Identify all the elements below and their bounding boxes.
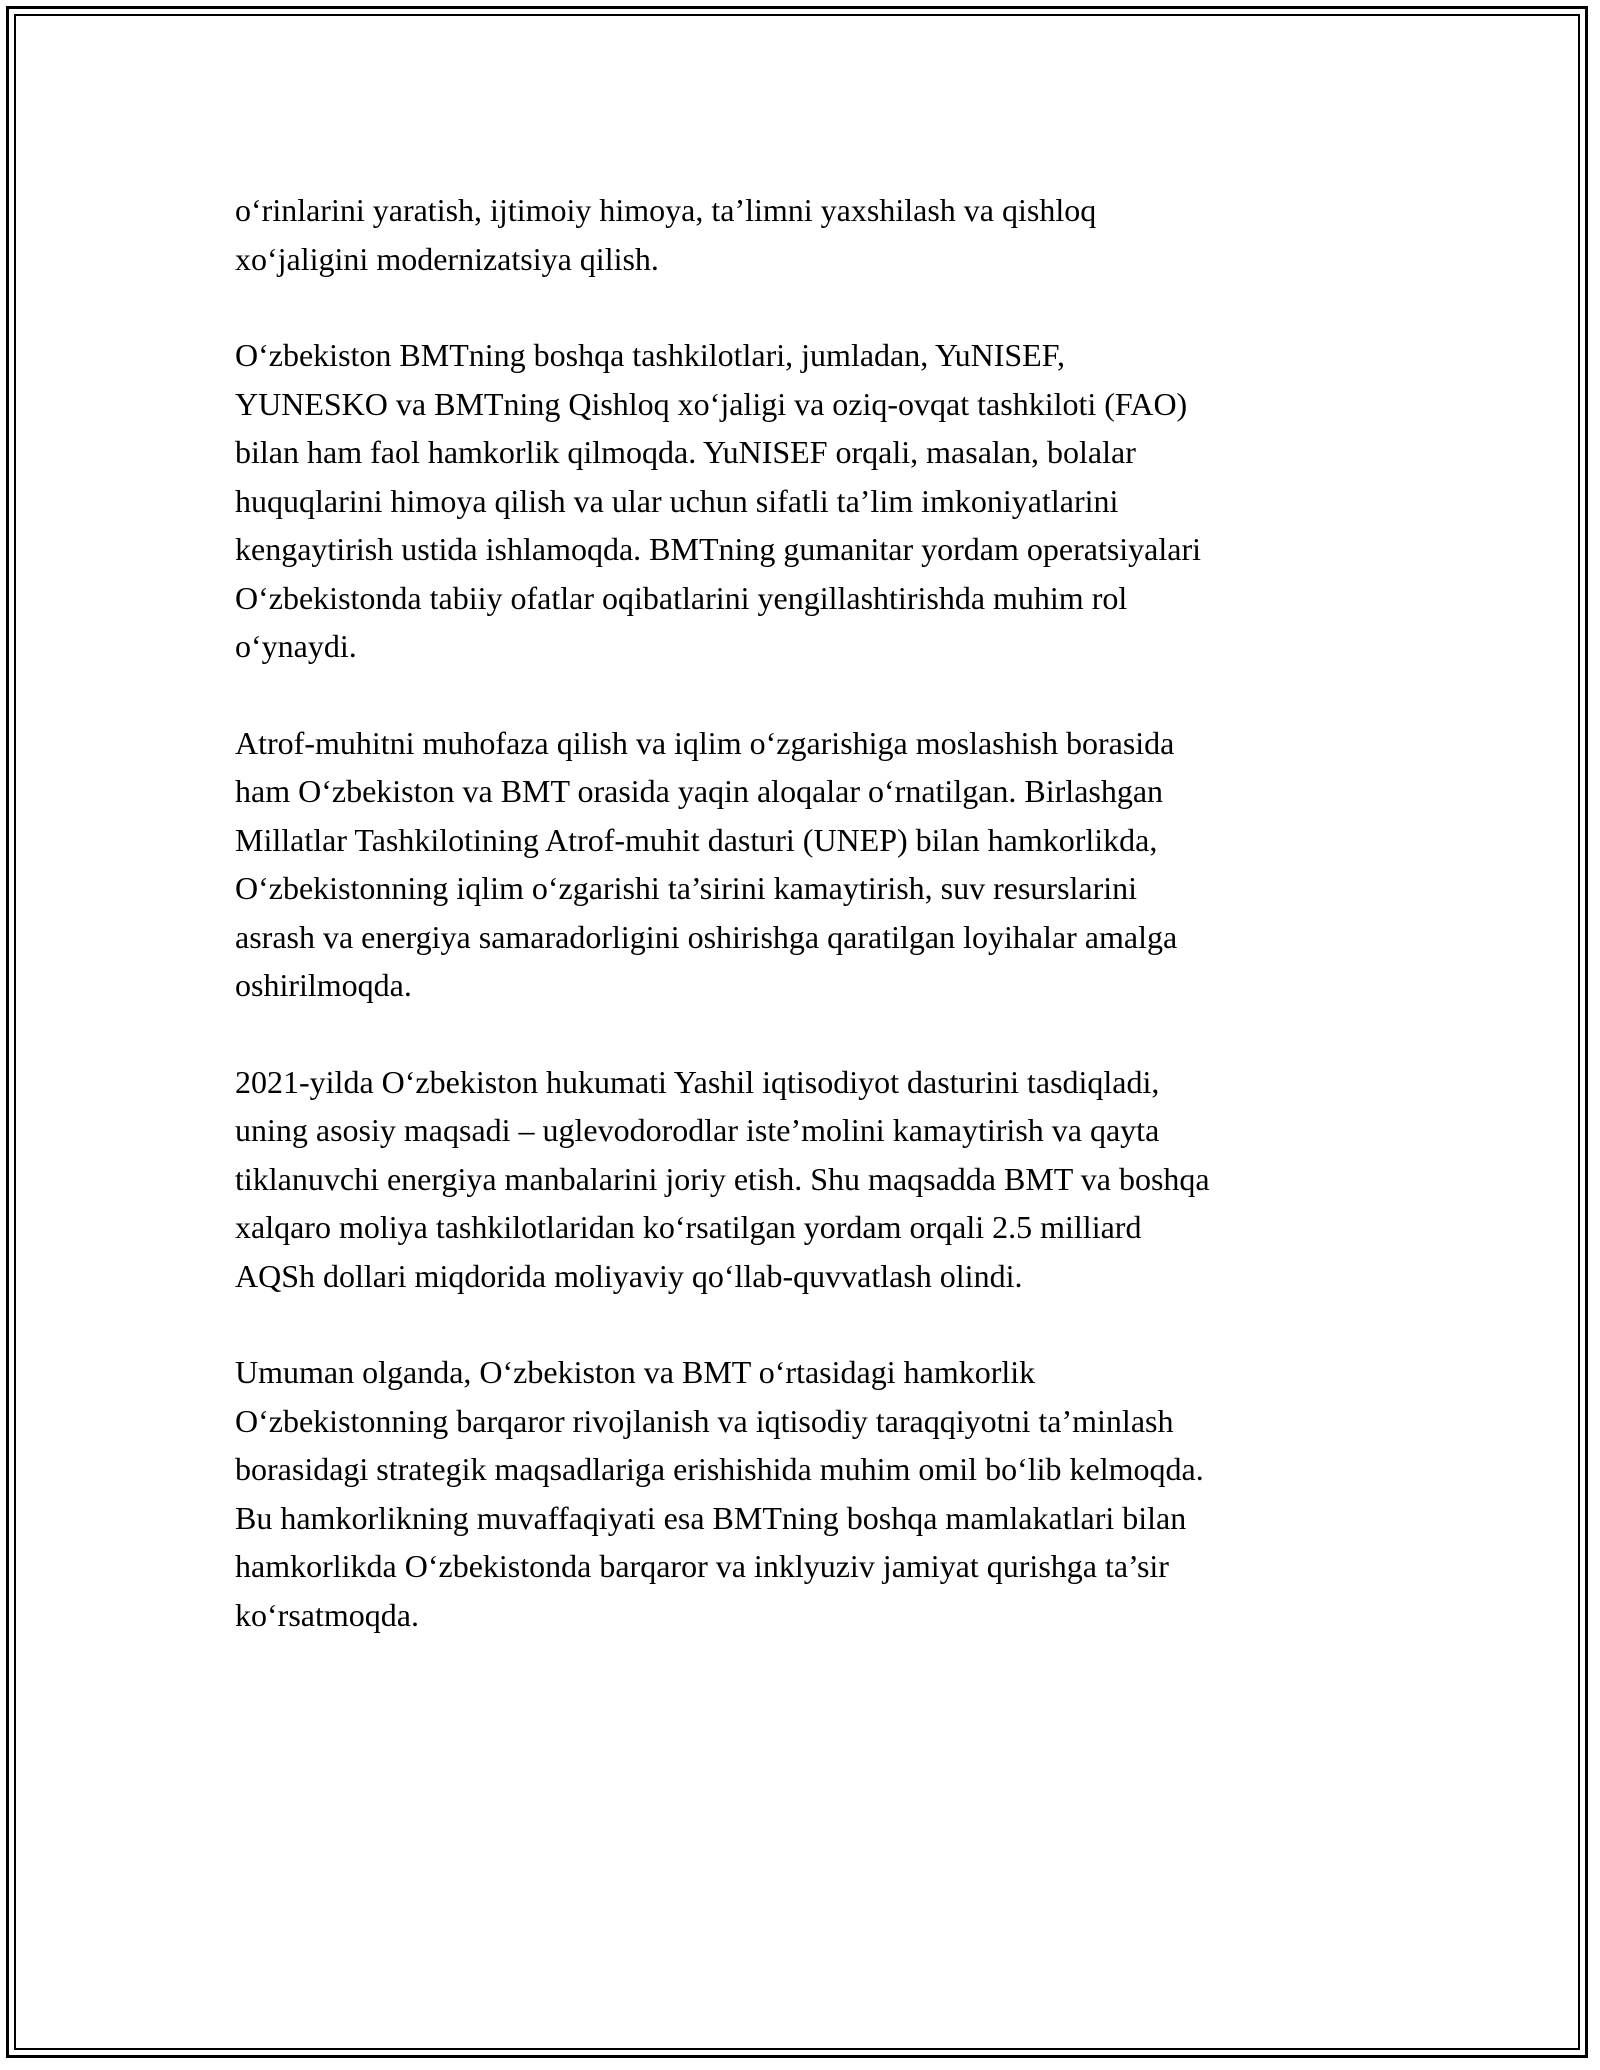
text-line: kengaytirish ustida ishlamoqda. BMTning gumanitar yordam operatsiyalari [235, 531, 1202, 567]
text-line: asrash va energiya samaradorligini oshirishga qaratilgan loyihalar amalga [235, 918, 1178, 955]
text-line: O‘zbekistonning iqlim o‘zgarishi ta’sirini kamaytirish, suv resurslarini [235, 870, 1138, 906]
text-line: uning asosiy maqsadi – uglevodorodlar iste’molini kamaytirish va qayta [235, 1112, 1160, 1148]
text-line: O‘zbekiston BMTning boshqa tashkilotlari, jumladan, YuNISEF, [235, 337, 1065, 373]
text-line: Atrof-muhitni muhofaza qilish va iqlim o‘zgarishiga moslashish borasida [235, 724, 1175, 761]
paragraph-2 [235, 331, 1370, 671]
text-line: O‘zbekistonning barqaror rivojlanish va iqtisodiy taraqqiyotni ta’minlash [235, 1402, 1174, 1439]
text-line: YUNESKO va BMTning Qishloq xo‘jaligi va oziq-ovqat tashkiloti (FAO) [235, 385, 1188, 422]
text-line: bilan ham faol hamkorlik qilmoqda. YuNISEF orqali, masalan, bolalar [235, 434, 1136, 470]
document-body [235, 186, 1370, 1687]
text-line: o‘rinlarini yaratish, ijtimoiy himoya, ta’limni yaxshilash va qishloq [235, 192, 1097, 228]
text-line: huquqlarini himoya qilish va ular uchun sifatli ta’lim imkoniyatlarini [235, 482, 1119, 519]
text-line: 2021-yilda O‘zbekiston hukumati Yashil iqtisodiyot dasturini tasdiqladi, [235, 1063, 1160, 1100]
text-line: Bu hamkorlikning muvaffaqiyati esa BMTning boshqa mamlakatlari bilan [235, 1499, 1187, 1536]
text-line: O‘zbekistonda tabiiy ofatlar oqibatlarini yengillashtirishda muhim rol [235, 579, 1128, 616]
text-line: xo‘jaligini modernizatsiya qilish. [235, 240, 659, 277]
text-line: tiklanuvchi energiya manbalarini joriy etish. Shu maqsadda BMT va boshqa [235, 1160, 1210, 1197]
text-line: hamkorlikda O‘zbekistonda barqaror va inklyuziv jamiyat qurishga ta’sir [235, 1548, 1169, 1584]
text-line: Millatlar Tashkilotining Atrof-muhit dasturi (UNEP) bilan hamkorlikda, [235, 821, 1158, 858]
paragraph-4 [235, 1058, 1370, 1301]
text-line: Umuman olganda, O‘zbekiston va BMT o‘rtasidagi hamkorlik [235, 1354, 1036, 1390]
paragraph-3 [235, 719, 1370, 1010]
text-line: xalqaro moliya tashkilotlaridan ko‘rsatilgan yordam orqali 2.5 milliard [235, 1209, 1142, 1245]
text-line: oshirilmoqda. [235, 967, 412, 1003]
paragraph-1 [235, 186, 1370, 283]
text-line: ham O‘zbekiston va BMT orasida yaqin aloqalar o‘rnatilgan. Birlashgan [235, 773, 1164, 809]
text-line: o‘ynaydi. [235, 628, 357, 664]
text-line: AQSh dollari miqdorida moliyaviy qo‘llab-quvvatlash olindi. [235, 1257, 1023, 1294]
paragraph-5 [235, 1348, 1370, 1639]
text-line: borasidagi strategik maqsadlariga erishishida muhim omil bo‘lib kelmoqda. [235, 1451, 1204, 1487]
text-line: ko‘rsatmoqda. [235, 1596, 419, 1633]
